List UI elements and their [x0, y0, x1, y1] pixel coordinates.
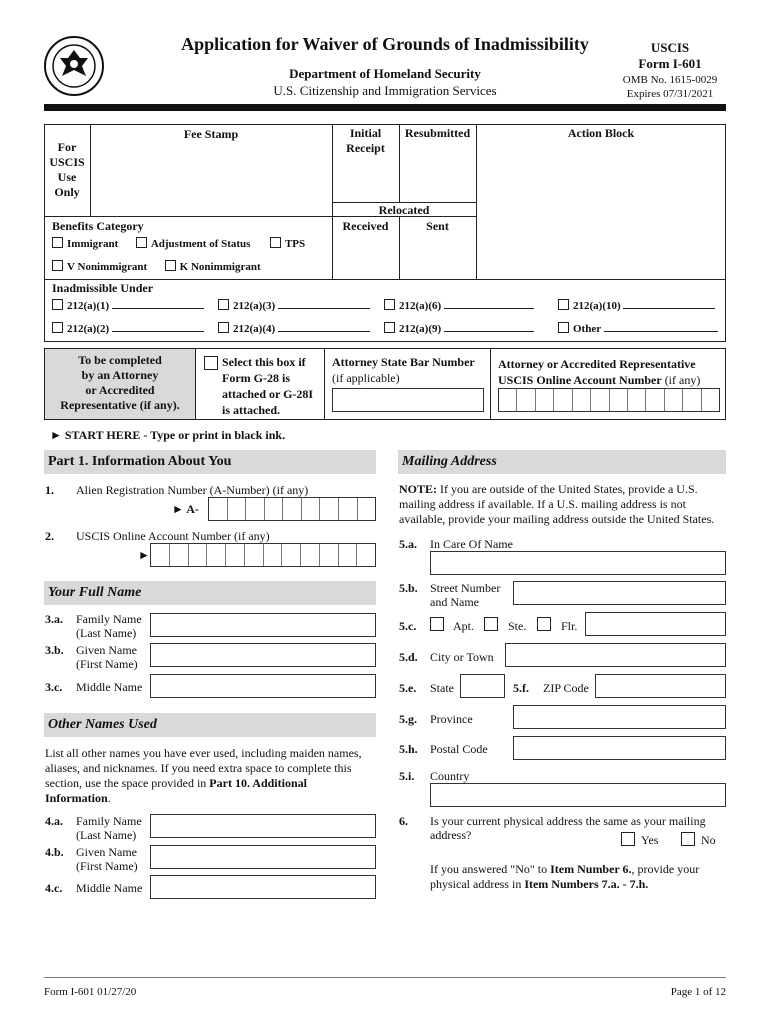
section-212a2: 212(a)(2) [52, 322, 204, 335]
212a2-checkbox[interactable] [52, 322, 63, 333]
resubmitted-label: Resubmitted [404, 126, 471, 140]
212a10-checkbox[interactable] [558, 299, 569, 310]
section-212a3: 212(a)(3) [218, 299, 370, 312]
mailing-note: NOTE: If you are outside of the United States, provide a U.S. mailing address if available. If a U.S. mailing address is not available, provide your mailing address outside the United States. [399, 482, 715, 526]
bar-number-label: Attorney State Bar Number [332, 355, 475, 369]
benefits-row-2: V Nonimmigrant K Nonimmigrant [52, 260, 261, 273]
q1-label: Alien Registration Number (A-Number) (if any) [76, 483, 309, 497]
start-here: ► START HERE - Type or print in black ink. [50, 428, 286, 442]
v-nonimmigrant-checkbox[interactable] [52, 260, 63, 271]
adjustment-of-status-checkbox[interactable] [136, 237, 147, 248]
agency: U.S. Citizenship and Immigration Services [273, 83, 497, 98]
q5b-number: 5.b. [399, 581, 418, 595]
received-label: Received [342, 219, 389, 233]
inadmissible-under-label: Inadmissible Under [52, 281, 154, 295]
212a9-checkbox[interactable] [384, 322, 395, 333]
a-number-prefix: ► A- [172, 502, 199, 516]
q4a-number: 4.a. [45, 814, 63, 828]
q5i-number: 5.i. [399, 769, 415, 783]
omb-number: OMB No. 1615-0029 [622, 74, 718, 86]
fee-stamp-label: Fee Stamp [183, 127, 239, 141]
q3a-label: Family Name (Last Name) [76, 612, 142, 640]
q1-number: 1. [45, 483, 54, 497]
q3b-label: Given Name (First Name) [76, 643, 138, 671]
bar-number-input[interactable] [332, 388, 484, 412]
form-number: Form I-601 [638, 56, 702, 71]
expiration-date: Expires 07/31/2021 [626, 88, 714, 100]
212a3-checkbox[interactable] [218, 299, 229, 310]
other-middle-name-input[interactable] [150, 875, 376, 899]
mailing-address-heading: Mailing Address [398, 450, 726, 474]
q3a-number: 3.a. [45, 612, 63, 626]
section-212a4: 212(a)(4) [218, 322, 370, 335]
dhs-seal [44, 36, 104, 96]
flr-checkbox[interactable] [537, 617, 551, 631]
full-name-heading: Your Full Name [44, 581, 376, 605]
online-account-label-1: Attorney or Accredited Representative [498, 357, 696, 371]
q2-number: 2. [45, 529, 54, 543]
q3b-number: 3.b. [45, 643, 64, 657]
q6-no-label: No [701, 833, 716, 847]
other-names-instructions: List all other names you have ever used, including maiden names, aliases, and nicknames. If you need extra space to complete this section, use the space provided in Part 10. Additional Information. [45, 746, 362, 805]
part1-heading: Part 1. Information About You [44, 450, 376, 474]
q5h-number: 5.h. [399, 742, 418, 756]
arrow-icon: ► [138, 548, 150, 562]
online-account-label-2: USCIS Online Account Number (if any) [498, 373, 701, 387]
header-rule [44, 104, 726, 111]
ste-checkbox[interactable] [484, 617, 498, 631]
q2-label: USCIS Online Account Number (if any) [76, 529, 270, 543]
apt-label: Apt. [453, 619, 474, 633]
sent-label: Sent [426, 219, 449, 233]
q6-yes-label: Yes [641, 833, 659, 847]
street-input[interactable] [513, 581, 726, 605]
footer-rule [44, 977, 726, 978]
other-given-name-input[interactable] [150, 845, 376, 869]
flr-label: Flr. [561, 619, 578, 633]
q6-label: Is your current physical address the same as your mailing address? [430, 814, 706, 842]
212a1-checkbox[interactable] [52, 299, 63, 310]
immigrant-checkbox[interactable] [52, 237, 63, 248]
uscis-online-account-input[interactable] [150, 543, 376, 567]
q5f-number: 5.f. [513, 681, 529, 695]
212a6-checkbox[interactable] [384, 299, 395, 310]
state-input[interactable] [460, 674, 505, 698]
q5f-label: ZIP Code [543, 681, 589, 695]
q3c-label: Middle Name [76, 680, 143, 694]
action-block-label: Action Block [567, 126, 635, 140]
uscis-label: USCIS [650, 40, 690, 55]
a-number-input[interactable] [208, 497, 376, 521]
given-name-input[interactable] [150, 643, 376, 667]
unit-number-input[interactable] [585, 612, 726, 636]
g28-attached-checkbox[interactable] [204, 356, 218, 370]
middle-name-input[interactable] [150, 674, 376, 698]
q5d-label: City or Town [430, 650, 494, 664]
tps-checkbox[interactable] [270, 237, 281, 248]
q6-no-checkbox[interactable] [681, 832, 695, 846]
other-names-heading: Other Names Used [44, 713, 376, 737]
benefits-row-1: Immigrant Adjustment of Status TPS [52, 237, 305, 250]
in-care-of-input[interactable] [430, 551, 726, 575]
section-212a1: 212(a)(1) [52, 299, 204, 312]
section-212a10: 212(a)(10) [558, 299, 715, 312]
section-212a6: 212(a)(6) [384, 299, 534, 312]
q5d-number: 5.d. [399, 650, 418, 664]
q5i-label: Country [430, 769, 470, 783]
family-name-input[interactable] [150, 613, 376, 637]
zip-input[interactable] [595, 674, 726, 698]
q5h-label: Postal Code [430, 742, 488, 756]
form-title: Application for Waiver of Grounds of Inadmissibility [181, 34, 589, 54]
attorney-online-account-input[interactable] [498, 388, 720, 412]
postal-code-input[interactable] [513, 736, 726, 760]
q3c-number: 3.c. [45, 680, 63, 694]
province-input[interactable] [513, 705, 726, 729]
other-checkbox[interactable] [558, 322, 569, 333]
q4b-label: Given Name (First Name) [76, 845, 138, 873]
other-family-name-input[interactable] [150, 814, 376, 838]
country-input[interactable] [430, 783, 726, 807]
q6-followup-note: If you answered "No" to Item Number 6., provide your physical address in Item Numbers 7.a. - 7.h. [430, 862, 700, 891]
q5a-number: 5.a. [399, 537, 417, 551]
for-uscis-use-only: For USCIS Use Only [49, 140, 85, 199]
212a4-checkbox[interactable] [218, 322, 229, 333]
section-212a9: 212(a)(9) [384, 322, 534, 335]
q5b-label: Street Number and Name [430, 581, 501, 609]
q5c-number: 5.c. [399, 619, 417, 633]
initial-receipt-label: Initial Receipt [346, 126, 385, 155]
q4c-number: 4.c. [45, 881, 63, 895]
q4b-number: 4.b. [45, 845, 64, 859]
q5a-label: In Care Of Name [430, 537, 513, 551]
relocated-label: Relocated [378, 203, 430, 217]
if-applicable-label: (if applicable) [332, 371, 400, 385]
q4a-label: Family Name (Last Name) [76, 814, 142, 842]
q5e-number: 5.e. [399, 681, 417, 695]
q4c-label: Middle Name [76, 881, 143, 895]
q5e-label: State [430, 681, 454, 695]
city-input[interactable] [505, 643, 726, 667]
section-other: Other [558, 322, 718, 335]
to-be-completed-label: To be completed by an Attorney or Accredited Representative (if any). [60, 353, 180, 412]
footer-form-id: Form I-601 01/27/20 [44, 986, 137, 998]
footer-page-number: Page 1 of 12 [670, 986, 726, 998]
q5g-label: Province [430, 712, 473, 726]
k-nonimmigrant-checkbox[interactable] [165, 260, 176, 271]
benefits-category-label: Benefits Category [52, 219, 144, 233]
apt-checkbox[interactable] [430, 617, 444, 631]
q6-number: 6. [399, 814, 408, 828]
ste-label: Ste. [508, 619, 527, 633]
q6-yes-checkbox[interactable] [621, 832, 635, 846]
g28-select-label: Select this box if Form G-28 is attached or G-28I is attached. [222, 355, 314, 417]
department: Department of Homeland Security [289, 66, 481, 81]
q5g-number: 5.g. [399, 712, 417, 726]
